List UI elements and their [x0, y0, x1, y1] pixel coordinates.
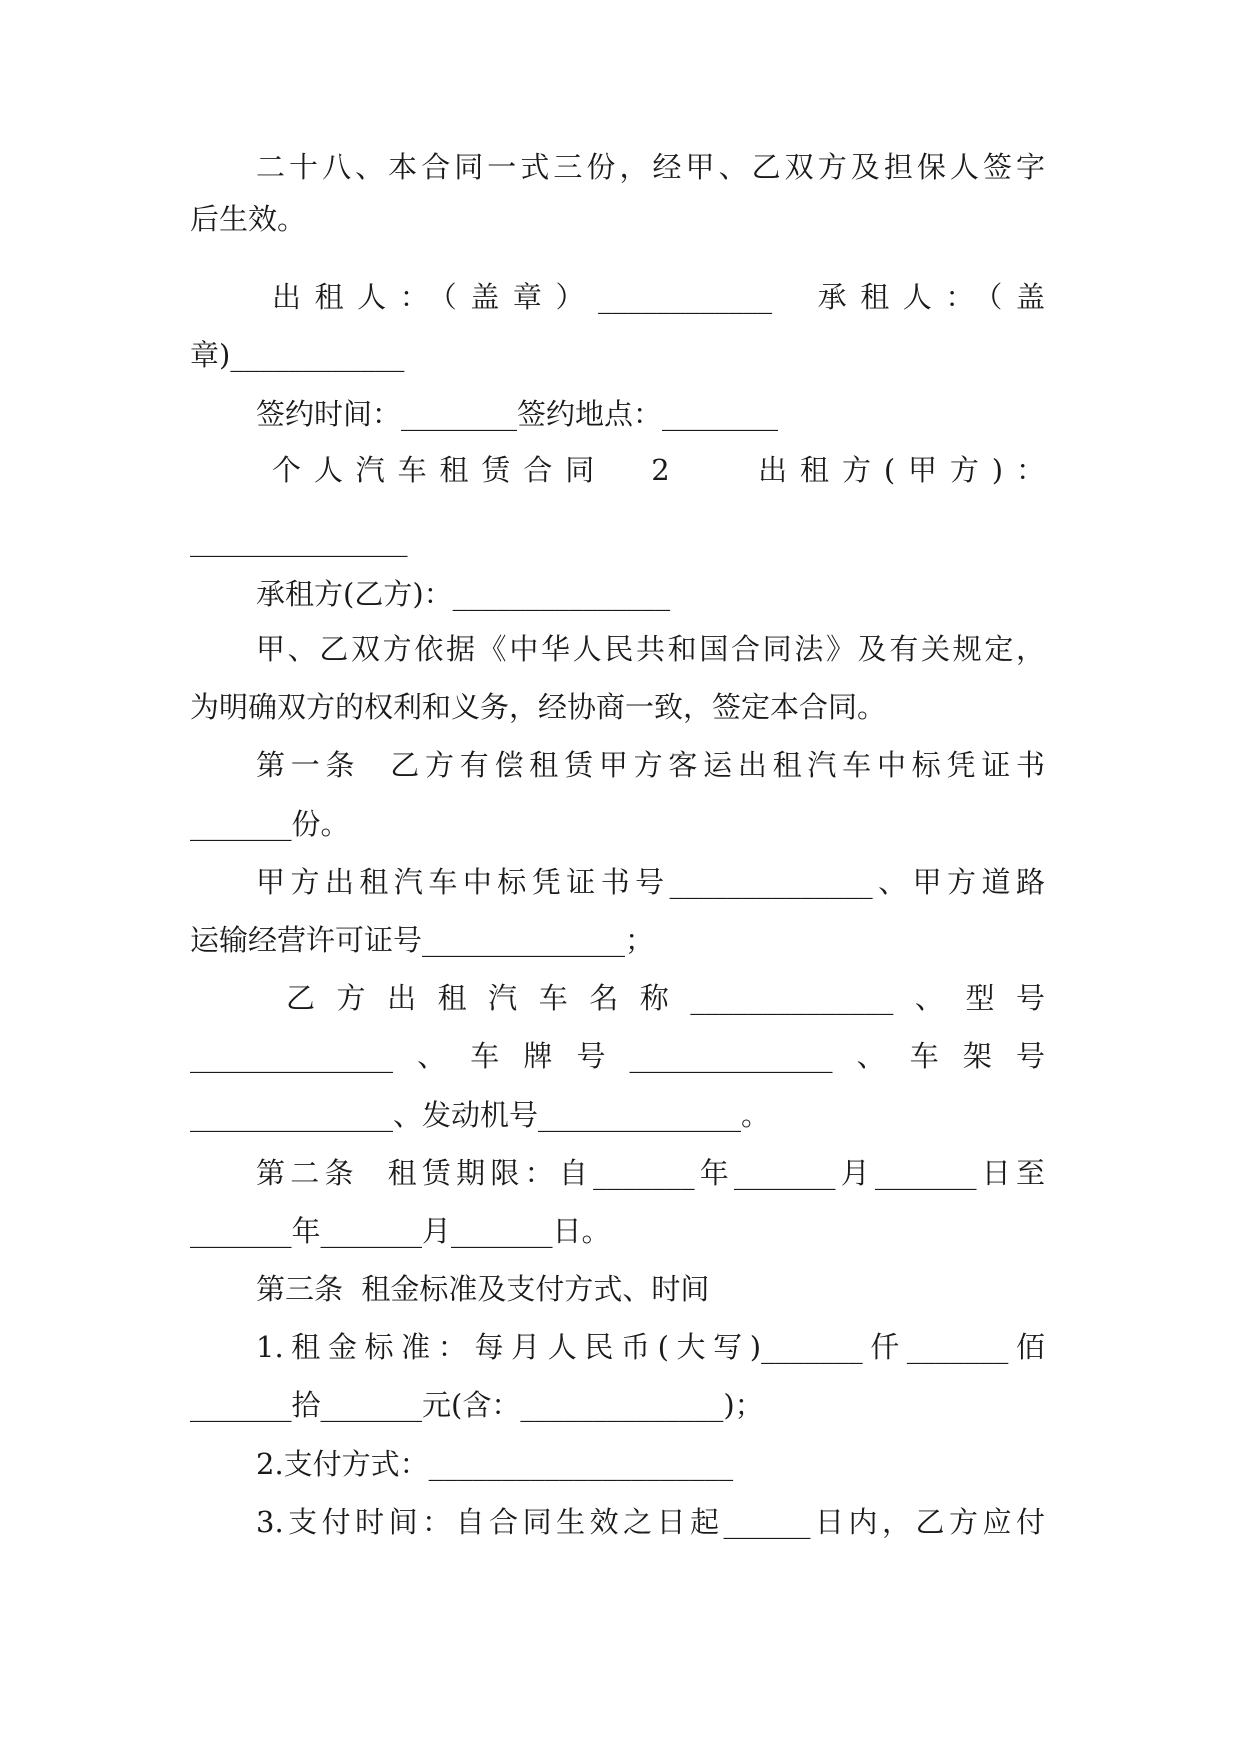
paragraph-line: 运输经营许可证号______________；	[190, 923, 655, 957]
paragraph-line: 3.支付时间：自合同生效之日起______日内，乙方应付	[256, 1505, 1045, 1539]
paragraph-line: _______年_______月_______日。	[190, 1214, 611, 1248]
paragraph-line: 承租方(乙方)：_______________	[256, 577, 671, 611]
paragraph-line: 第一条 乙方有偿租赁甲方客运出租汽车中标凭证书	[256, 748, 1045, 782]
paragraph-line: 甲、乙双方依据《中华人民共和国合同法》及有关规定，	[256, 632, 1045, 666]
paragraph-line: 为明确双方的权利和义务，经协商一致，签定本合同。	[190, 690, 887, 724]
paragraph-line: 第二条 租赁期限：自_______年_______月_______日至	[256, 1156, 1045, 1190]
paragraph-line: 2.支付方式：_____________________	[256, 1447, 734, 1481]
paragraph-line: 后生效。	[190, 202, 307, 236]
paragraph-line: 1.租金标准：每月人民币(大写)_______仟_______佰	[256, 1330, 1045, 1364]
paragraph-line: _______拾_______元(含：______________)；	[190, 1388, 764, 1422]
paragraph-line: 签约时间：________签约地点：________	[256, 397, 779, 431]
paragraph-line: ______________、车牌号______________、车架号	[190, 1039, 1045, 1073]
paragraph-line: 乙方出租汽车名称______________、型号	[286, 981, 1045, 1015]
paragraph-line: 章)____________	[190, 338, 405, 372]
paragraph-line: 二十八、本合同一式三份，经甲、乙双方及担保人签字	[256, 150, 1045, 184]
paragraph-line: 甲方出租汽车中标凭证书号______________、甲方道路	[256, 865, 1045, 899]
paragraph-line: 出租人：（盖章）____________ 承租人：（盖	[272, 280, 1045, 314]
paragraph-line: _______________	[190, 523, 408, 557]
paragraph-line: 个人汽车租赁合同 2 出租方(甲方)：	[272, 453, 1045, 487]
paragraph-line: _______份。	[190, 807, 350, 841]
paragraph-line: 第三条 租金标准及支付方式、时间	[256, 1272, 710, 1306]
paragraph-line: ______________、发动机号______________。	[190, 1098, 771, 1132]
